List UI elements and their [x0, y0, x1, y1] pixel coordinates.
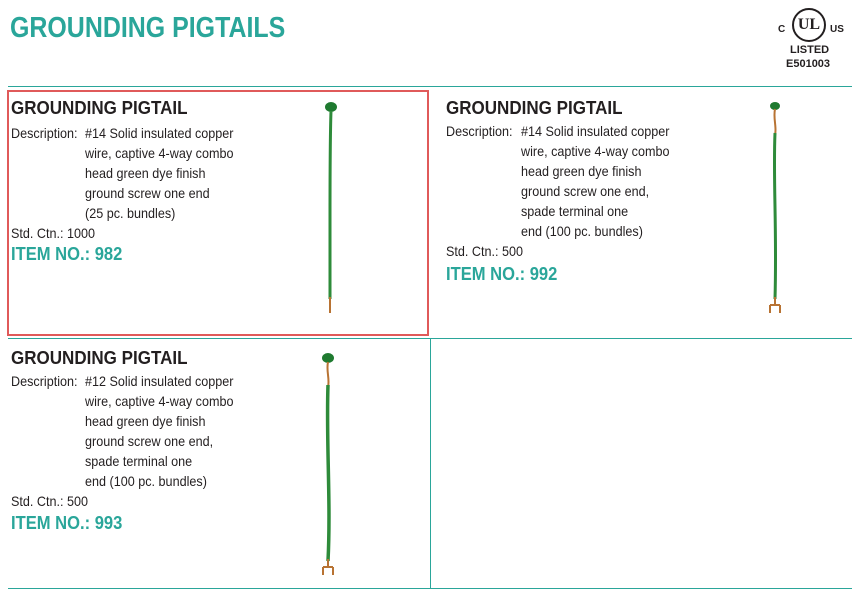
divider-vertical: [430, 338, 431, 589]
ul-us-label: US: [830, 24, 844, 35]
product-title: GROUNDING PIGTAIL: [11, 97, 188, 118]
product-card-993[interactable]: [8, 341, 429, 586]
description-line: head green dye finish: [85, 413, 206, 429]
ul-listed-label: LISTED: [790, 44, 830, 56]
description-label: Description:: [11, 125, 78, 141]
item-number: ITEM NO.: 982: [11, 244, 123, 264]
description-line: (25 pc. bundles): [85, 205, 176, 221]
item-number: ITEM NO.: 993: [11, 513, 123, 533]
product-card-992[interactable]: [440, 91, 852, 336]
item-number: ITEM NO.: 992: [446, 264, 558, 284]
ul-file-number: E501003: [786, 58, 831, 70]
description-line: #12 Solid insulated copper: [85, 373, 234, 389]
description-line: wire, captive 4-way combo: [85, 393, 234, 409]
page-title: GROUNDING PIGTAILS: [10, 12, 286, 44]
description-line: ground screw one end: [85, 185, 210, 201]
description-line: wire, captive 4-way combo: [521, 143, 670, 159]
product-title: GROUNDING PIGTAIL: [11, 347, 188, 368]
description-line: ground screw one end,: [521, 183, 650, 199]
description-line: #14 Solid insulated copper: [521, 123, 670, 139]
description-line: head green dye finish: [521, 163, 642, 179]
ul-c-label: C: [778, 24, 786, 35]
description-line: spade terminal one: [85, 453, 193, 469]
description-line: end (100 pc. bundles): [85, 473, 207, 489]
standard-carton: Std. Ctn.: 500: [446, 243, 524, 259]
ul-logo-icon: UL: [792, 8, 826, 42]
standard-carton: Std. Ctn.: 1000: [11, 225, 96, 241]
description-line: spade terminal one: [521, 203, 629, 219]
standard-carton: Std. Ctn.: 500: [11, 493, 89, 509]
divider-top: [8, 86, 852, 87]
green-pigtail-with-spade-icon: [763, 99, 793, 319]
description-label: Description:: [11, 373, 78, 389]
description-line: ground screw one end,: [85, 433, 214, 449]
description-label: Description:: [446, 123, 513, 139]
description-line: end (100 pc. bundles): [521, 223, 643, 239]
ul-listed-mark: [776, 6, 856, 80]
product-title: GROUNDING PIGTAIL: [446, 97, 623, 118]
green-pigtail-with-spade-icon: [316, 351, 346, 581]
description-line: wire, captive 4-way combo: [85, 145, 234, 161]
description-line: head green dye finish: [85, 165, 206, 181]
selection-highlight: [7, 90, 429, 336]
description-line: #14 Solid insulated copper: [85, 125, 234, 141]
